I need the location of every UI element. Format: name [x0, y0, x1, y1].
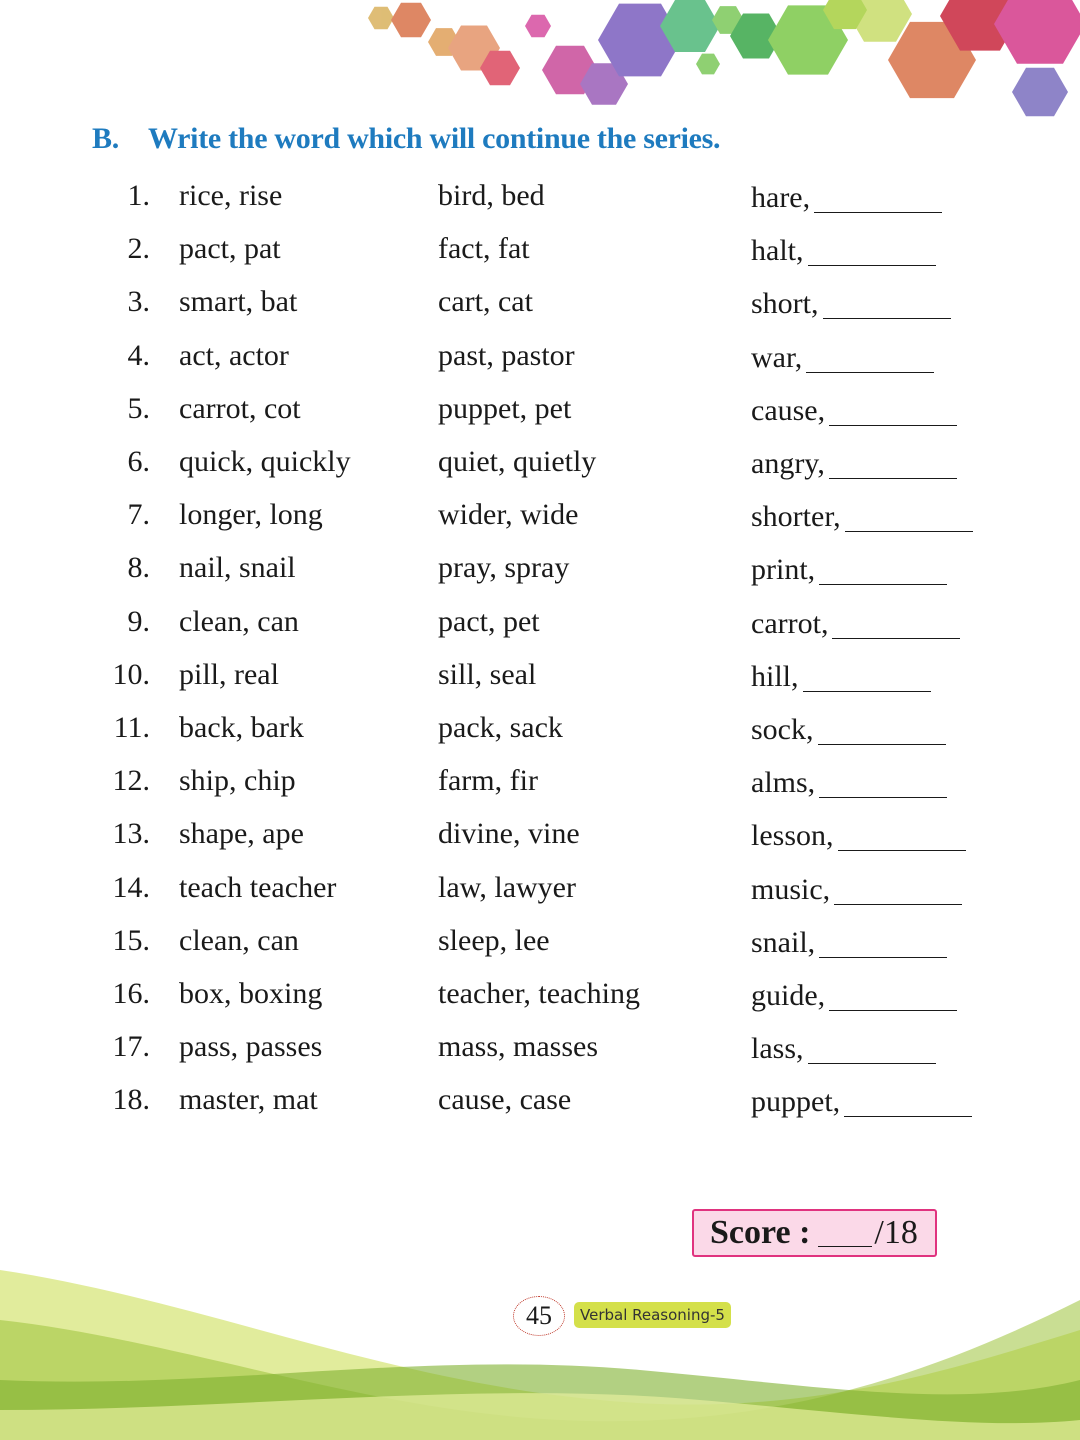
hexagon-shape	[994, 0, 1080, 64]
answer-blank[interactable]	[829, 980, 957, 1011]
question-cell	[751, 814, 966, 856]
example-pair-1: ship, chip	[179, 764, 296, 798]
answer-blank[interactable]	[832, 608, 960, 639]
exercise-row	[0, 761, 1080, 801]
question-cell	[751, 1027, 936, 1069]
answer-blank[interactable]	[814, 182, 942, 213]
wave-decoration	[0, 1260, 1080, 1440]
question-word: alms,	[751, 766, 816, 800]
section-heading	[92, 122, 720, 156]
question-cell	[751, 974, 957, 1016]
score-total: /18	[874, 1214, 918, 1251]
answer-blank[interactable]	[808, 1033, 936, 1064]
exercise-row	[0, 389, 1080, 429]
example-pair-2: pact, pet	[438, 604, 540, 638]
example-pair-2: pray, spray	[438, 551, 570, 585]
exercise-row	[0, 548, 1080, 588]
question-cell	[751, 336, 934, 378]
question-word: lass,	[751, 1032, 804, 1066]
question-word: lesson,	[751, 819, 834, 853]
item-number: 15.	[112, 923, 150, 957]
question-cell	[751, 389, 957, 431]
answer-blank[interactable]	[803, 661, 931, 692]
example-pair-1: rice, rise	[179, 179, 283, 212]
example-pair-1: box, boxing	[179, 977, 323, 1010]
item-number: 2.	[127, 232, 150, 266]
answer-blank[interactable]	[829, 448, 957, 479]
score-blank[interactable]	[818, 1216, 872, 1247]
answer-blank[interactable]	[806, 342, 934, 373]
exercise-row	[0, 921, 1080, 961]
item-number: 1.	[127, 179, 150, 212]
exercise-row	[0, 602, 1080, 642]
score-box	[692, 1209, 937, 1257]
item-number: 7.	[127, 498, 150, 532]
question-cell	[751, 495, 973, 537]
item-number: 3.	[127, 285, 150, 319]
answer-blank[interactable]	[819, 927, 947, 958]
exercise-row	[0, 814, 1080, 854]
exercise-row	[0, 495, 1080, 535]
example-pair-1: act, actor	[179, 338, 289, 372]
item-number: 8.	[127, 551, 150, 585]
answer-blank[interactable]	[838, 820, 966, 851]
question-word: music,	[751, 872, 831, 906]
example-pair-2: bird, bed	[438, 179, 545, 212]
question-word: hill,	[751, 659, 799, 693]
answer-blank[interactable]	[808, 235, 936, 266]
example-pair-1: back, bark	[179, 711, 304, 744]
question-word: halt,	[751, 234, 804, 268]
example-pair-1: pass, passes	[179, 1030, 323, 1064]
example-pair-2: law, lawyer	[438, 870, 576, 904]
answer-blank[interactable]	[819, 767, 947, 798]
example-pair-1: pill, real	[179, 657, 279, 691]
exercise-row	[0, 176, 1080, 216]
exercise-row	[0, 974, 1080, 1014]
example-pair-2: cart, cat	[438, 285, 533, 319]
section-letter: B.	[92, 122, 119, 155]
item-number: 6.	[127, 445, 150, 478]
example-pair-1: nail, snail	[179, 551, 296, 585]
example-pair-2: fact, fat	[438, 232, 530, 266]
question-word: hare,	[751, 181, 811, 214]
example-pair-1: shape, ape	[179, 817, 304, 851]
answer-blank[interactable]	[818, 714, 946, 745]
question-word: guide,	[751, 979, 826, 1012]
example-pair-2: past, pastor	[438, 338, 575, 372]
question-word: shorter,	[751, 500, 841, 534]
example-pair-2: pack, sack	[438, 711, 563, 744]
hexagon-shape	[696, 54, 720, 75]
section-instruction: Write the word which will continue the series.	[148, 122, 721, 155]
question-cell	[751, 1080, 972, 1122]
item-number: 11.	[113, 711, 150, 744]
question-word: carrot,	[751, 606, 829, 640]
score-label: Score :	[710, 1214, 811, 1251]
question-cell	[751, 602, 960, 644]
item-number: 5.	[127, 391, 150, 425]
example-pair-2: puppet, pet	[438, 391, 572, 425]
question-cell	[751, 176, 942, 218]
exercise-row	[0, 1027, 1080, 1067]
question-cell	[751, 655, 931, 697]
example-pair-2: quiet, quietly	[438, 445, 597, 478]
example-pair-1: master, mat	[179, 1083, 318, 1117]
item-number: 10.	[112, 657, 150, 691]
example-pair-2: sill, seal	[438, 657, 537, 691]
example-pair-2: mass, masses	[438, 1030, 598, 1064]
question-cell	[751, 708, 946, 750]
question-cell	[751, 921, 947, 963]
item-number: 16.	[112, 977, 150, 1010]
example-pair-2: farm, fir	[438, 764, 538, 798]
example-pair-1: clean, can	[179, 923, 299, 957]
question-word: war,	[751, 340, 803, 374]
exercise-row	[0, 868, 1080, 908]
question-word: print,	[751, 553, 816, 587]
example-pair-1: quick, quickly	[179, 445, 351, 478]
question-word: angry,	[751, 447, 825, 480]
book-title-badge: Verbal Reasoning-5	[574, 1302, 731, 1328]
example-pair-1: teach teacher	[179, 870, 337, 904]
item-number: 13.	[112, 817, 150, 851]
example-pair-1: clean, can	[179, 604, 299, 638]
page-number: 45	[513, 1296, 565, 1336]
question-cell	[751, 282, 951, 324]
question-cell	[751, 442, 957, 484]
example-pair-1: smart, bat	[179, 285, 298, 319]
item-number: 18.	[112, 1083, 150, 1117]
question-cell	[751, 548, 947, 590]
exercise-row	[0, 442, 1080, 482]
hexagon-shape	[1012, 68, 1068, 116]
answer-blank[interactable]	[845, 501, 973, 532]
example-pair-1: pact, pat	[179, 232, 281, 266]
exercise-row	[0, 708, 1080, 748]
hexagon-shape	[368, 7, 394, 30]
question-word: sock,	[751, 713, 814, 746]
exercise-row	[0, 655, 1080, 695]
question-word: snail,	[751, 925, 816, 959]
example-pair-2: sleep, lee	[438, 923, 550, 957]
exercise-row	[0, 1080, 1080, 1120]
exercise-row	[0, 229, 1080, 269]
example-pair-1: longer, long	[179, 498, 323, 532]
answer-blank[interactable]	[834, 874, 962, 905]
item-number: 9.	[127, 604, 150, 638]
question-cell	[751, 761, 947, 803]
example-pair-2: cause, case	[438, 1083, 572, 1117]
answer-blank[interactable]	[823, 288, 951, 319]
answer-blank[interactable]	[829, 395, 957, 426]
item-number: 17.	[112, 1030, 150, 1064]
question-cell	[751, 229, 936, 271]
example-pair-2: teacher, teaching	[438, 977, 641, 1010]
question-word: short,	[751, 287, 819, 321]
question-word: cause,	[751, 393, 826, 427]
example-pair-2: divine, vine	[438, 817, 580, 851]
question-cell	[751, 868, 962, 910]
answer-blank[interactable]	[819, 554, 947, 585]
example-pair-2: wider, wide	[438, 498, 579, 532]
item-number: 14.	[112, 870, 150, 904]
exercise-row	[0, 282, 1080, 322]
question-word: puppet,	[751, 1085, 841, 1119]
hexagon-shape	[525, 15, 551, 38]
item-number: 4.	[127, 338, 150, 372]
hexagon-decoration	[0, 0, 1080, 130]
exercise-row	[0, 336, 1080, 376]
example-pair-1: carrot, cot	[179, 391, 301, 425]
item-number: 12.	[112, 764, 150, 798]
answer-blank[interactable]	[844, 1086, 972, 1117]
hexagon-shape	[391, 3, 431, 38]
